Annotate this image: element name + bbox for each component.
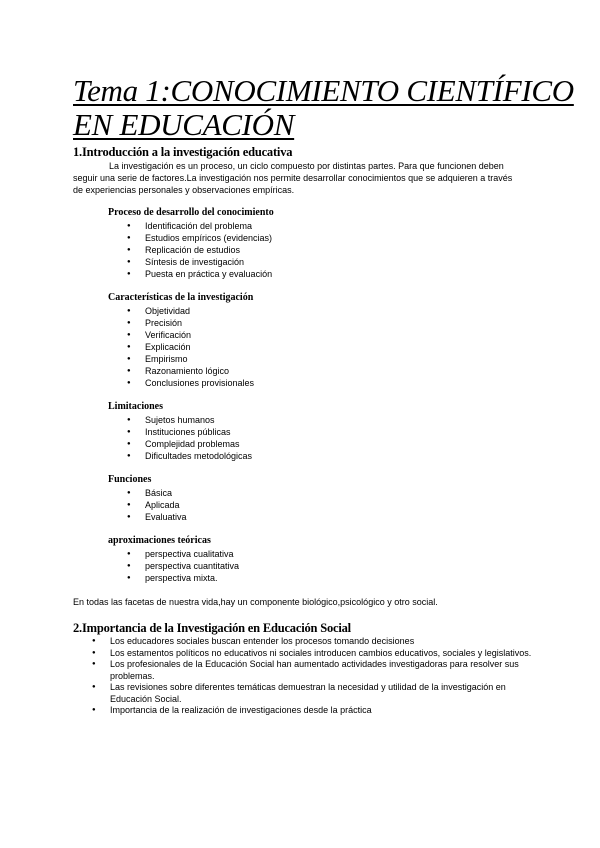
list-item: ● Síntesis de investigación [127,256,272,268]
list-item: ● Aplicada [127,499,187,511]
list-item: ● Importancia de la realización de investigaciones desde la práctica [92,705,532,717]
aproximaciones-heading: aproximaciones teóricas [108,535,211,546]
list-item: ● Explicación [127,341,254,353]
intro-paragraph-line-2: seguir una serie de factores.La investigación nos permite desarrollar conocimientos que se adquieren a través [73,173,513,183]
list-item: ● Identificación del problema [127,220,272,232]
document-title-line-1: Tema 1:CONOCIMIENTO CIENTÍFICO [73,73,574,108]
list-item: ● Puesta en práctica y evaluación [127,268,272,280]
list-item: ● Sujetos humanos [127,414,252,426]
list-item: ● Empirismo [127,353,254,365]
section-2-heading: 2.Importancia de la Investigación en Educación Social [73,621,351,635]
importancia-list [92,636,532,717]
list-item: ● Replicación de estudios [127,244,272,256]
list-item: ● perspectiva cualitativa [127,548,239,560]
list-item: ● Precisión [127,317,254,329]
list-item: ● Verificación [127,329,254,341]
list-item: ● perspectiva cuantitativa [127,560,239,572]
list-item: ● Razonamiento lógico [127,365,254,377]
caracteristicas-heading: Características de la investigación [108,292,254,303]
proceso-list [127,220,272,280]
funciones-list [127,487,187,523]
limitaciones-list [127,414,252,462]
list-item: ● Estudios empíricos (evidencias) [127,232,272,244]
facetas-paragraph: En todas las facetas de nuestra vida,hay un componente biológico,psicológico y otro social. [73,597,438,607]
list-item: ● Evaluativa [127,511,187,523]
section-1-heading: 1.Introducción a la investigación educativa [73,145,293,159]
list-item: ● Los profesionales de la Educación Social han aumentado actividades investigadoras para resolver sus problemas. [92,659,532,682]
intro-paragraph-line-1: La investigación es un proceso, un ciclo compuesto por distintas partes. Para que funcionen deben [109,161,504,171]
limitaciones-heading: Limitaciones [108,401,163,412]
list-item: ● Instituciones públicas [127,426,252,438]
list-item: ● Las revisiones sobre diferentes temáticas demuestran la necesidad y utilidad de la investigación en Educación Social. [92,682,532,705]
list-item: ● Complejidad problemas [127,438,252,450]
list-item: ● Conclusiones provisionales [127,377,254,389]
list-item: ● Objetividad [127,305,254,317]
document-title-line-2: EN EDUCACIÓN [73,107,295,142]
list-item: ● Dificultades metodológicas [127,450,252,462]
list-item: ● Básica [127,487,187,499]
list-item: ● Los estamentos políticos no educativos ni sociales introducen cambios educativos, sociales y legislativos. [92,648,532,660]
caracteristicas-list [127,305,254,389]
list-item: ● perspectiva mixta. [127,572,239,584]
aproximaciones-list [127,548,239,584]
intro-paragraph-line-3: de experiencias personales y observaciones empíricas. [73,185,295,195]
intro-paragraph [73,160,533,196]
funciones-heading: Funciones [108,474,152,485]
proceso-heading: Proceso de desarrollo del conocimiento [108,207,274,218]
list-item: ● Los educadores sociales buscan entender los procesos tomando decisiones [92,636,532,648]
